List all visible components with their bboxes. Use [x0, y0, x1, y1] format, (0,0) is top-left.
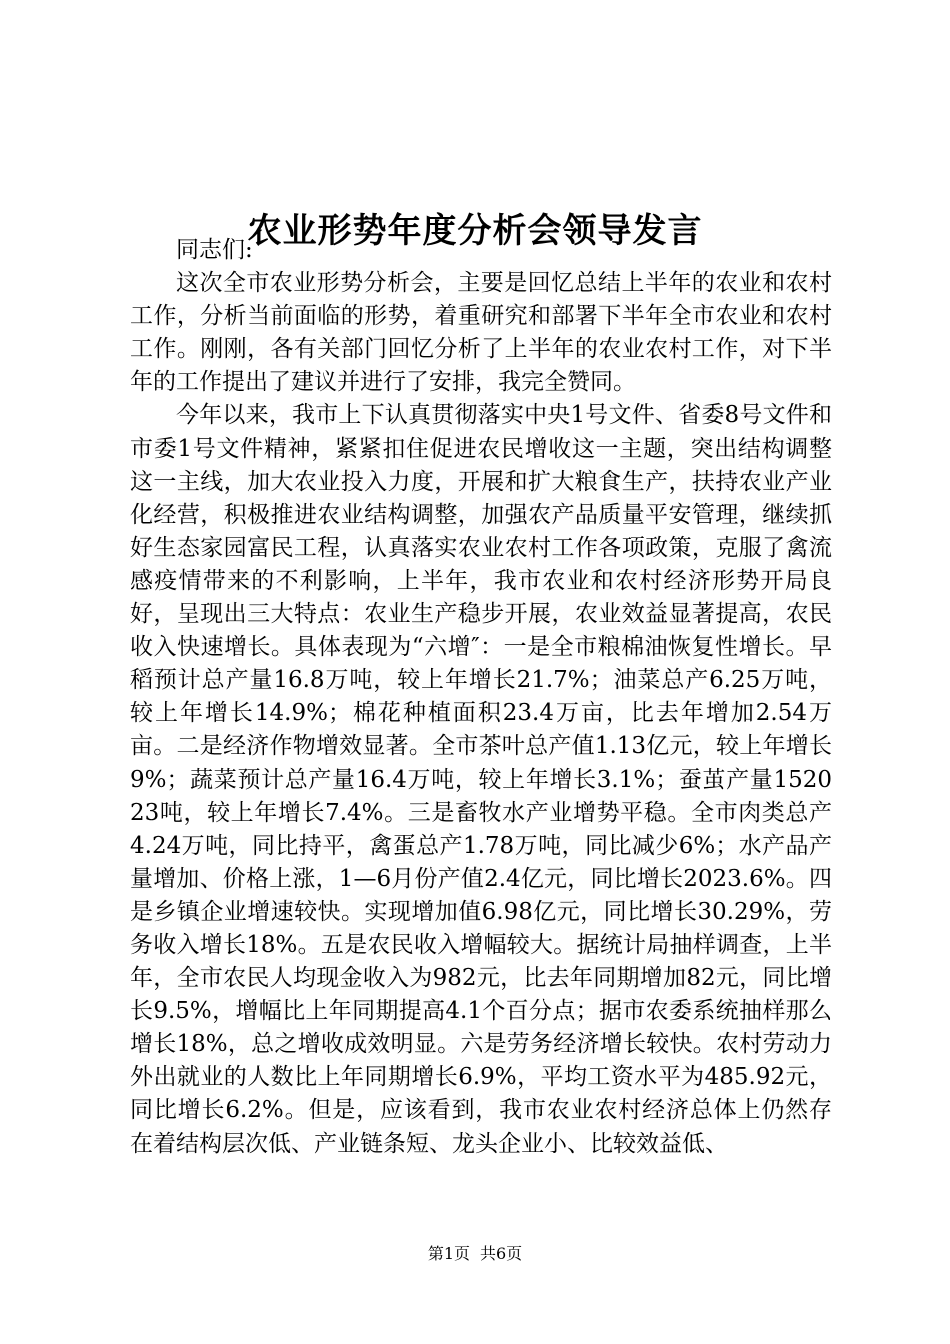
paragraph-situation: 今年以来，我市上下认真贯彻落实中央1号文件、省委8号文件和市委1号文件精神，紧紧扣住促进农民增收这一主题，突出结构调整这一主线，加大农业投入力度，开展和扩大粮食生产，扶持农业产业化经营，积极推进农业结构调整，加强农产品质量平安管理，继续抓好生态家园富民工程，认真落实农业农村工作各项政策，克服了禽流感疫情带来的不利影响，上半年，我市农业和农村经济形势开局良好，呈现出三大特点：农业生产稳步开展，农业效益显著提高，农民收入快速增长。具体表现为“六增″：一是全市粮棉油恢复性增长。早稻预计总产量16.8万吨，较上年增长21.7%；油菜总产6.25万吨，较上年增长14.9%；棉花种植面积23.4万亩，比去年增加2.54万亩。二是经济作物增效显著。全市茶叶总产值1.13亿元，较上年增长9%；蔬菜预计总产量16.4万吨，较上年增长3.1%；蚕茧产量152023吨，较上年增长7.4%。三是畜牧水产业增势平稳。全市肉类总产4.24万吨，同比持平，禽蛋总产1.78万吨，同比减少6%；水产品产量增加、价格上涨，1—6月份产值2.4亿元，同比增长2023.6%。四是乡镇企业增速较快。实现增加值6.98亿元，同比增长30.29%，劳务收入增长18%。五是农民收入增幅较大。据统计局抽样调查，上半年，全市农民人均现金收入为982元，比去年同期增加82元，同比增长9.5%，增幅比上年同期提高4.1个百分点；据市农委系统抽样那么增长18%，总之增收成效明显。六是劳务经济增长较快。农村劳动力外出就业的人数比上年同期增长6.9%，平均工资水平为485.92元，同比增长6.2%。但是，应该看到，我市农业农村经济总体上仍然存在着结构层次低、产业链条短、龙头企业小、比较效益低、: [130, 402, 832, 1157]
document-body: [130, 234, 832, 1161]
page-footer: [0, 1242, 950, 1266]
page-total: 共6页: [480, 1244, 523, 1263]
document-title: 农业形势年度分析会领导发言: [247, 210, 703, 251]
page-number: 第1页: [427, 1244, 470, 1263]
paragraph-intro: 这次全市农业形势分析会，主要是回忆总结上半年的农业和农村工作，分析当前面临的形势，着重研究和部署下半年全市农业和农村工作。刚刚，各有关部门回忆分析了上半年的农业农村工作，对下半年的工作提出了建议并进行了安排，我完全赞同。: [130, 270, 832, 396]
salutation: 同志们:: [176, 237, 253, 263]
